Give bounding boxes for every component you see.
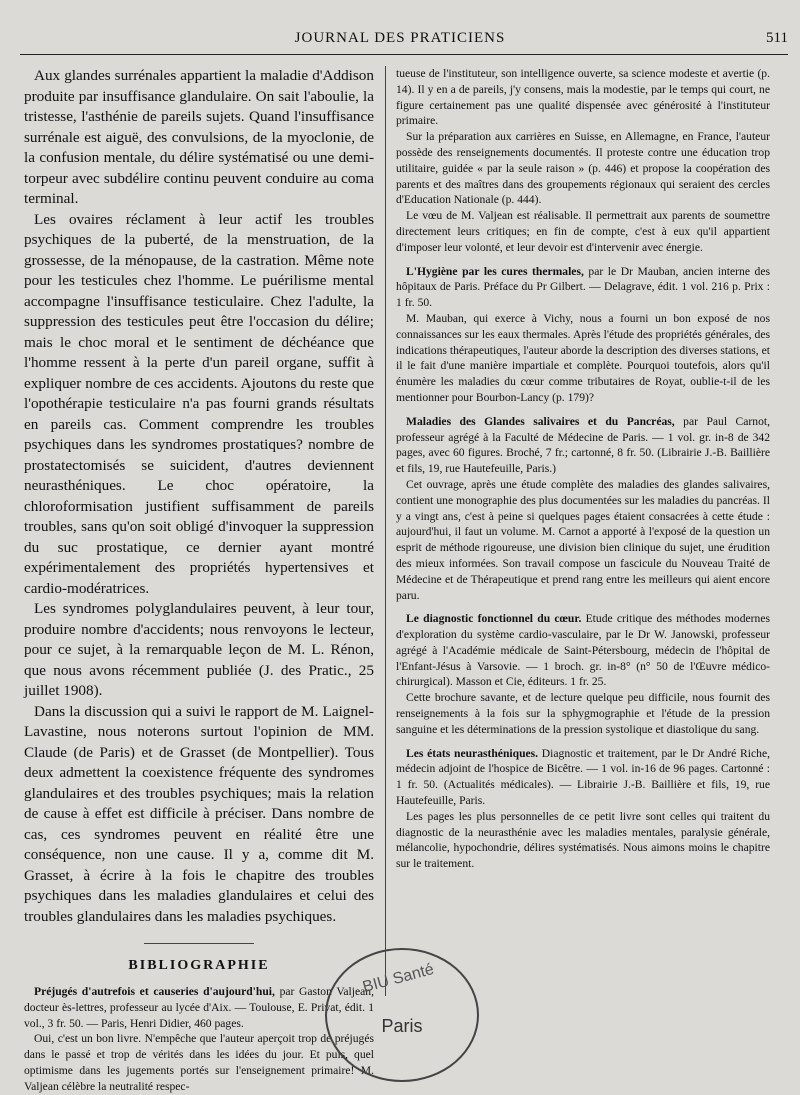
left-column [24, 66, 374, 1095]
entry-text: Oui, c'est un bon livre. N'empêche que l'auteur aperçoit trop de préjugés dans le passé et trop de vérités dans les idées du jour. Et puis, quel optimisme dans les jugements portés sur l'enseignement primaire! M. Valjean célèbre la neutralité respec- [24, 1032, 374, 1093]
entry-meta: par Paul Carnot, professeur agrégé à la Faculté de Médecine de Paris. — 1 vol. gr. in-8 de 342 pages, avec 60 figures. Broché, 7 fr.; cartonné, 8 fr. 50. (Librairie J.-B. Baillière et fils, 19, rue Hautefeuille, Paris.) [396, 414, 770, 476]
entry-header [24, 984, 374, 1031]
entry-header [396, 611, 770, 690]
paragraph-surrenales: Aux glandes surrénales appartient la maladie d'Addison produite par insuffisance glandulaire. On sait l'aboulie, la tristesse, l'asthénie de pareils sujets. Quand l'insuffisance surrénale est aiguë, des convulsions, de la myoclonie, de la confusion mentale, du délire systématisé ou une demi-torpeur avec subdélire continu peuvent conduire au coma terminal. [24, 67, 374, 207]
page-header [0, 30, 800, 52]
entry-title: Maladies des Glandes salivaires et du Pancréas, [406, 414, 675, 428]
paragraph-polyglandulaires: Les syndromes polyglandulaires peuvent, à leur tour, produire nombre d'accidents; nous renvoyons le lecteur, pour ce sujet, à la remarquable leçon de M. L. Rénon, que nous avons récemment publiée (J. des Pratic., 25 juillet 1908). [24, 600, 374, 699]
entry-title: L'Hygiène par les cures thermales, [406, 264, 584, 278]
bibliography-entry [396, 414, 770, 604]
header-rule [20, 54, 788, 55]
section-divider [144, 943, 254, 944]
entry-text: Cette brochure savante, et de lecture quelque peu difficile, nous fournit des renseignements à la fois sur la sphygmographie et l'étude de la pression sanguine et les déterminations de la pression systolique et diastolique du sang. [396, 691, 770, 736]
continued-paragraph: tueuse de l'instituteur, son intelligence ouverte, sa science modeste et avertie (p. 14). Il y en a de pareils, j'y consens, mais la modestie, par le temps qui court, ne figure certainement pas une qualité dispensée avec générosité à l'instituteur primaire. [396, 67, 770, 128]
journal-title: JOURNAL DES PRATICIENS [294, 30, 506, 46]
bibliography-entry [24, 984, 374, 1095]
entry-meta: Etude critique des méthodes modernes d'exploration du système cardio-vasculaire, par le Dr W. Janowski, professeur agrégé à l'Académie médicale de Saint-Pétersbourg, médecin de l'hôpital de l'Enfant-Jésus à Varsovie. — 1 broch. gr. in-8° (n° 50 de l'Œuvre médico-chirurgical). Masson et Cie, éditeurs. 1 fr. 25. [396, 612, 770, 689]
paragraph-voeu: Le vœu de M. Valjean est réalisable. Il permettrait aux parents de soumettre directement leurs critiques; en fin de compte, c'est à eux qu'il appartient d'imposer leur volonté, et leur devoir est d'intervenir avec énergie. [396, 209, 770, 254]
entry-header [396, 414, 770, 477]
entry-meta: par le Dr Mauban, ancien interne des hôpitaux de Paris. Préface du Pr Gilbert. — Delagrave, édit. 1 vol. 216 p. Prix : 1 fr. 50. [396, 264, 770, 310]
paragraph-preparation: Sur la préparation aux carrières en Suisse, en Allemagne, en France, l'auteur possède des renseignements documentés. Il proteste contre une éducation trop utilitaire, guidée « par la seule raison » (p. 446) et propose la coopération des parents et des maîtres dans des groupements régionaux qui seraient des cercles d'Education Nationale (p. 444). [396, 130, 770, 207]
entry-text: Les pages les plus personnelles de ce petit livre sont celles qui traitent du diagnostic de la neurasthénie avec les maladies mentales, paralysie générale, mélancolie, hypochondrie, délires systématisés. Nous aimons moins le chapitre sur le traitement. [396, 809, 770, 871]
entry-title: Le diagnostic fonctionnel du cœur. [406, 612, 582, 626]
paragraph-discussion: Dans la discussion qui a suivi le rapport de M. Laignel-Lavastine, nous noterons surtout l'opinion de MM. Claude (de Paris) et de Grasset (de Montpellier). Tous deux admettent la coexistence fréquente des syndromes glandulaires et des troubles psychiques; mais la relation de cause à effet est difficile à préciser. Dans nombre de cas, ces syndromes peuvent en réalité être une conséquence, non une cause. Il y a, comme dit M. Grasset, à écrire à la fois le chapitre des troubles psychiques dans les maladies glandulaires et celui des troubles glandulaires dans les maladies psychiques. [24, 702, 374, 925]
column-divider [385, 66, 386, 996]
bibliography-entry [396, 746, 770, 872]
bibliography-entry [396, 611, 770, 737]
entry-title: Les états neurasthéniques. [406, 746, 539, 760]
entry-text: Cet ouvrage, après une étude complète des maladies des glandes salivaires, contient une monographie des plus documentées sur les maladies du pancréas. Il y a vingt ans, c'est à peine si quelques pages étaient consacrées à cette étude : aujourd'hui, il faut un volume. M. Carnot a apporté à l'exposé de la question un esprit de méthode rigoureuse, une division bien clinique du sujet, une érudition des mieux informées. Son travail compose un fascicule du Nouveau Traité de Médecine et de Thérapeutique et prend rang entre les meilleurs qui aient encore paru. [396, 477, 770, 602]
page-number: 511 [766, 30, 788, 46]
entry-title: Préjugés d'autrefois et causeries d'aujourd'hui, [34, 985, 275, 998]
bibliography-heading: BIBLIOGRAPHIE [128, 958, 270, 973]
right-column [396, 66, 770, 872]
stamp-city: Paris [381, 1016, 423, 1036]
entry-meta: Diagnostic et traitement, par le Dr André Riche, médecin adjoint de l'hospice de Bicêtre. — 1 vol. in-16 de 96 pages. Cartonné : 1 fr. 50. (Actualités médicales). — Librairie J.-B. Baillière et fils, 19, rue Hautefeuille, Paris. [396, 746, 770, 808]
entry-text: M. Mauban, qui exerce à Vichy, nous a fourni un bon exposé de nos connaissances sur les eaux thermales. Après l'étude des propriétés générales, des indications thérapeutiques, l'auteur aborde la description des diverses stations, et il le fait d'une manière impartiale et complète. Pourquoi toutefois, alors qu'il énumère les maladies du cœur comme tributaires de Royat, oublie-t-il de les mentionner pour Bourbon-Lancy (p. 179)? [396, 311, 770, 404]
paragraph-ovaires: Les ovaires réclament à leur actif les troubles psychiques de la puberté, de la menstruation, de la grossesse, de la ménopause, de la castration. Même note pour les testicules chez l'homme. Le puérilisme mental accompagne l'insuffisance testiculaire. Chez l'adulte, la suppression des testicules peut être l'occasion du délire; mais le choc moral et le sentiment de déchéance que l'homme ressent à la perte d'un pareil organe, suffit à expliquer nombre de ces accidents. Ajoutons du reste que l'opothérapie testiculaire n'a pas fourni grands résultats en pareils cas. Comment comprendre les troubles psychiques dans les syndromes prostatiques? nombre de prostatectomisés se suicident, d'autres deviennent neurasthéniques. Le choc opératoire, la chloroformisation justifient suffisamment de pareils troubles, sans qu'on soit obligé d'invoquer la suppression du suc prostatique, ce dernier ayant montré expérimentalement des propriétés hypertensives et cardio-modératrices. [24, 210, 374, 597]
library-stamp [325, 948, 479, 1082]
entry-meta: par Gaston Valjean, docteur ès-lettres, professeur au lycée d'Aix. — Toulouse, E. Privat, édit. 1 vol., 3 fr. 50. — Paris, Henri Didier, 460 pages. [24, 985, 374, 1030]
entry-header [396, 264, 770, 311]
bibliography-entry [396, 264, 770, 406]
stamp-arc-text: BIU Santé [360, 960, 436, 997]
entry-header [396, 746, 770, 809]
